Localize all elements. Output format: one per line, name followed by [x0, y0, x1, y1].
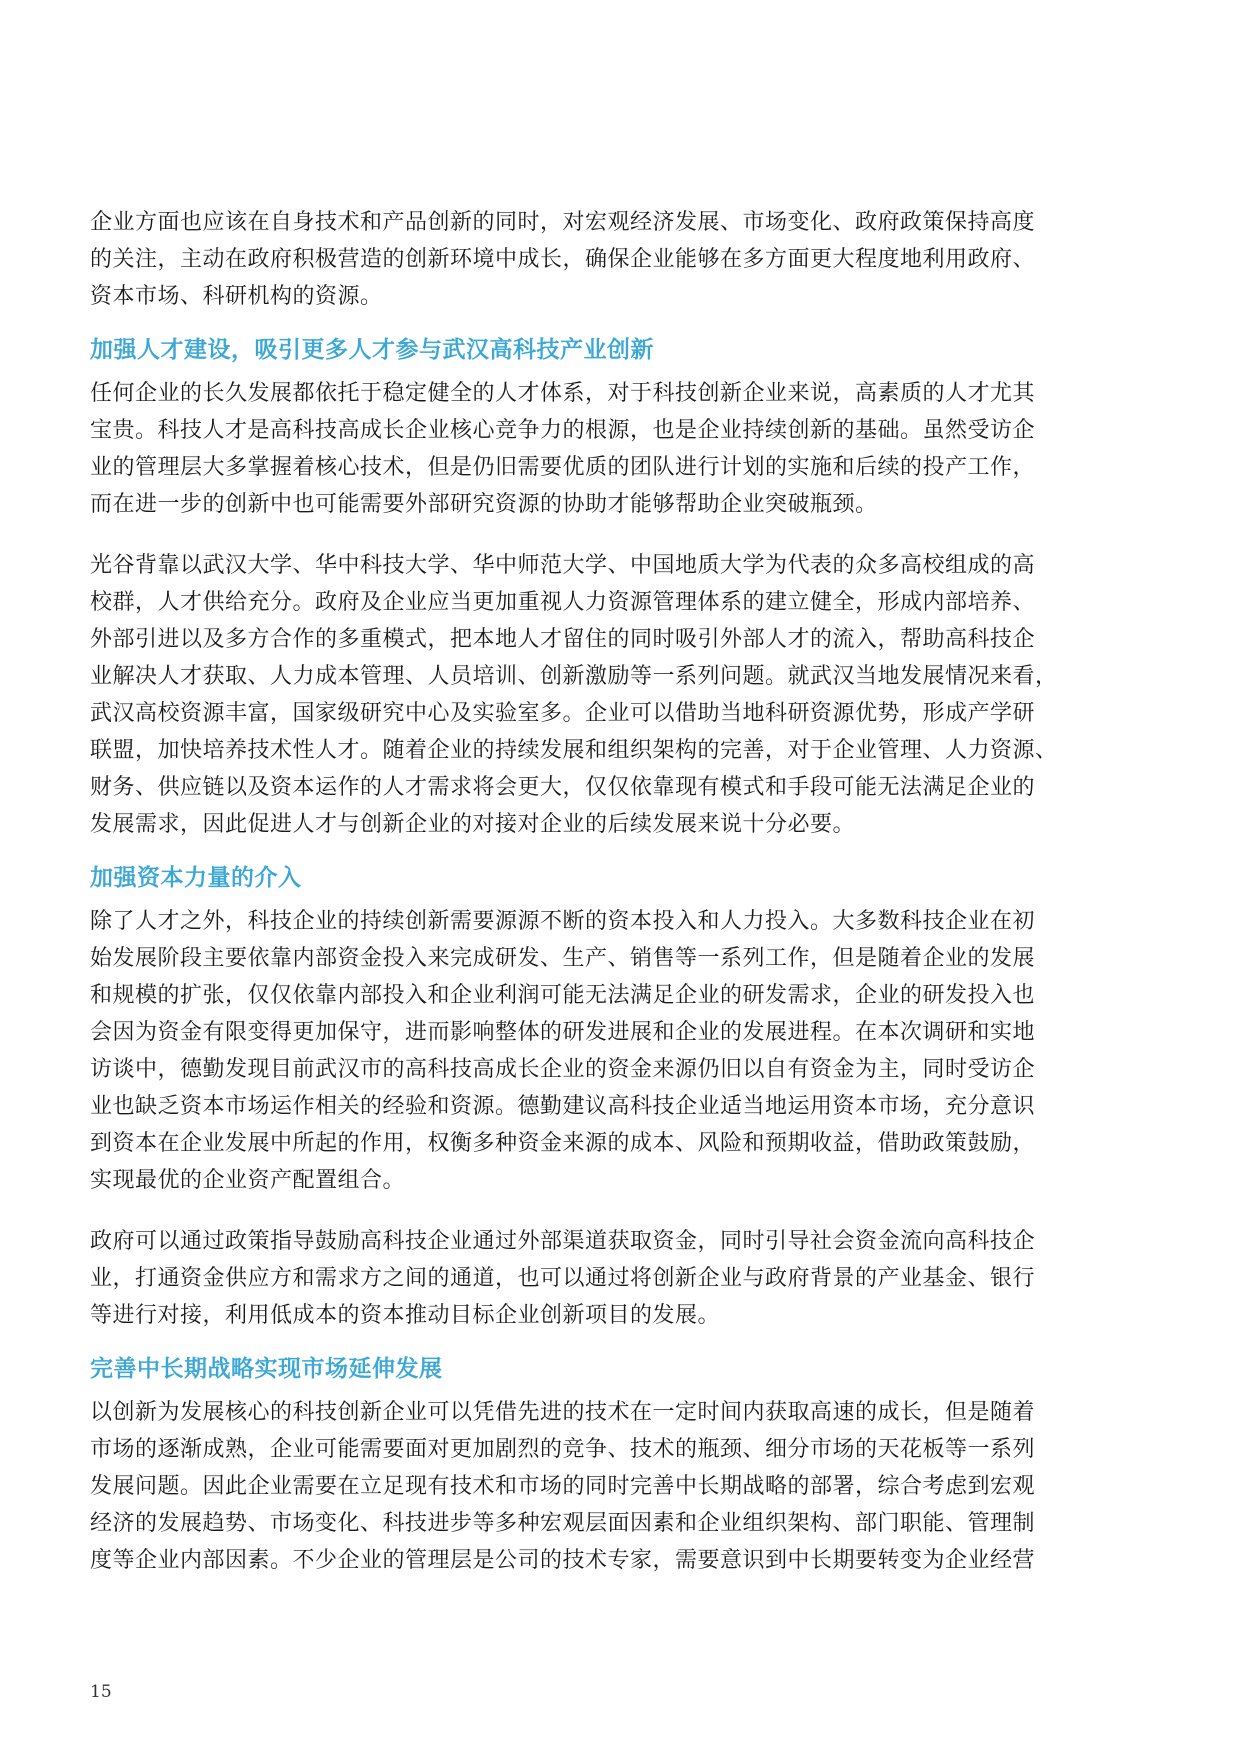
text-line: 始发展阶段主要依靠内部资金投入来完成研发、生产、销售等一系列工作，但是随着企业的发展	[90, 946, 1036, 971]
section-heading-talent: 加强人才建设，吸引更多人才参与武汉高科技产业创新	[90, 337, 654, 363]
paragraph-talent-1	[90, 375, 1090, 523]
text-line: 财务、供应链以及资本运作的人才需求将会更大，仅仅依靠现有模式和手段可能无法满足企业的	[90, 775, 1036, 800]
text-line: 而在进一步的创新中也可能需要外部研究资源的协助才能够帮助企业突破瓶颈。	[90, 492, 878, 517]
text-line: 业解决人才获取、人力成本管理、人员培训、创新激励等一系列问题。就武汉当地发展情况来看，	[90, 664, 1058, 689]
text-line: 联盟，加快培养技术性人才。随着企业的持续发展和组织架构的完善，对于企业管理、人力资源、	[90, 738, 1058, 763]
text-line: 政府可以通过政策指导鼓励高科技企业通过外部渠道获取资金，同时引导社会资金流向高科技企	[90, 1229, 1036, 1254]
page-number: 15	[90, 1682, 112, 1702]
text-line: 资本市场、科研机构的资源。	[90, 284, 383, 309]
text-line: 发展问题。因此企业需要在立足现有技术和市场的同时完善中长期战略的部署，综合考虑到宏观	[90, 1474, 1036, 1499]
text-line: 会因为资金有限变得更加保守，进而影响整体的研发进展和企业的发展进程。在本次调研和实地	[90, 1020, 1036, 1045]
text-line: 度等企业内部因素。不少企业的管理层是公司的技术专家，需要意识到中长期要转变为企业经营	[90, 1548, 1036, 1573]
text-line: 和规模的扩张，仅仅依靠内部投入和企业利润可能无法满足企业的研发需求，企业的研发投入也	[90, 983, 1036, 1008]
paragraph-strategy-1	[90, 1394, 1090, 1579]
paragraph-capital-2	[90, 1223, 1090, 1334]
text-line: 发展需求，因此促进人才与创新企业的对接对企业的后续发展来说十分必要。	[90, 812, 856, 837]
text-line: 以创新为发展核心的科技创新企业可以凭借先进的技术在一定时间内获取高速的成长，但是随着	[90, 1400, 1036, 1425]
text-line: 业的管理层大多掌握着核心技术，但是仍旧需要优质的团队进行计划的实施和后续的投产工作，	[90, 455, 1036, 480]
text-line: 宝贵。科技人才是高科技高成长企业核心竞争力的根源，也是企业持续创新的基础。虽然受访企	[90, 418, 1036, 443]
text-line: 到资本在企业发展中所起的作用，权衡多种资金来源的成本、风险和预期收益，借助政策鼓励，	[90, 1131, 1036, 1156]
text-line: 的关注，主动在政府积极营造的创新环境中成长，确保企业能够在多方面更大程度地利用政府、	[90, 247, 1036, 272]
section-heading-capital: 加强资本力量的介入	[90, 865, 302, 891]
text-line: 市场的逐渐成熟，企业可能需要面对更加剧烈的竞争、技术的瓶颈、细分市场的天花板等一系列	[90, 1437, 1036, 1462]
text-line: 业也缺乏资本市场运作相关的经验和资源。德勤建议高科技企业适当地运用资本市场，充分意识	[90, 1094, 1036, 1119]
page-content	[90, 204, 1090, 1579]
paragraph-capital-1	[90, 903, 1090, 1199]
text-line: 校群，人才供给充分。政府及企业应当更加重视人力资源管理体系的建立健全，形成内部培养、	[90, 590, 1036, 615]
text-line: 任何企业的长久发展都依托于稳定健全的人才体系，对于科技创新企业来说，高素质的人才尤其	[90, 381, 1036, 406]
paragraph-intro	[90, 204, 1090, 315]
text-line: 实现最优的企业资产配置组合。	[90, 1168, 406, 1193]
text-line: 除了人才之外，科技企业的持续创新需要源源不断的资本投入和人力投入。大多数科技企业在初	[90, 909, 1036, 934]
section-heading-strategy: 完善中长期战略实现市场延伸发展	[90, 1356, 443, 1382]
paragraph-talent-2	[90, 547, 1090, 843]
text-line: 经济的发展趋势、市场变化、科技进步等多种宏观层面因素和企业组织架构、部门职能、管理制	[90, 1511, 1036, 1536]
text-line: 外部引进以及多方合作的多重模式，把本地人才留住的同时吸引外部人才的流入，帮助高科技企	[90, 627, 1036, 652]
text-line: 访谈中，德勤发现目前武汉市的高科技高成长企业的资金来源仍旧以自有资金为主，同时受访企	[90, 1057, 1036, 1082]
text-line: 武汉高校资源丰富，国家级研究中心及实验室多。企业可以借助当地科研资源优势，形成产学研	[90, 701, 1036, 726]
text-line: 企业方面也应该在自身技术和产品创新的同时，对宏观经济发展、市场变化、政府政策保持高度	[90, 210, 1036, 235]
text-line: 光谷背靠以武汉大学、华中科技大学、华中师范大学、中国地质大学为代表的众多高校组成的高	[90, 553, 1036, 578]
text-line: 业，打通资金供应方和需求方之间的通道，也可以通过将创新企业与政府背景的产业基金、银行	[90, 1266, 1036, 1291]
text-line: 等进行对接，利用低成本的资本推动目标企业创新项目的发展。	[90, 1303, 721, 1328]
